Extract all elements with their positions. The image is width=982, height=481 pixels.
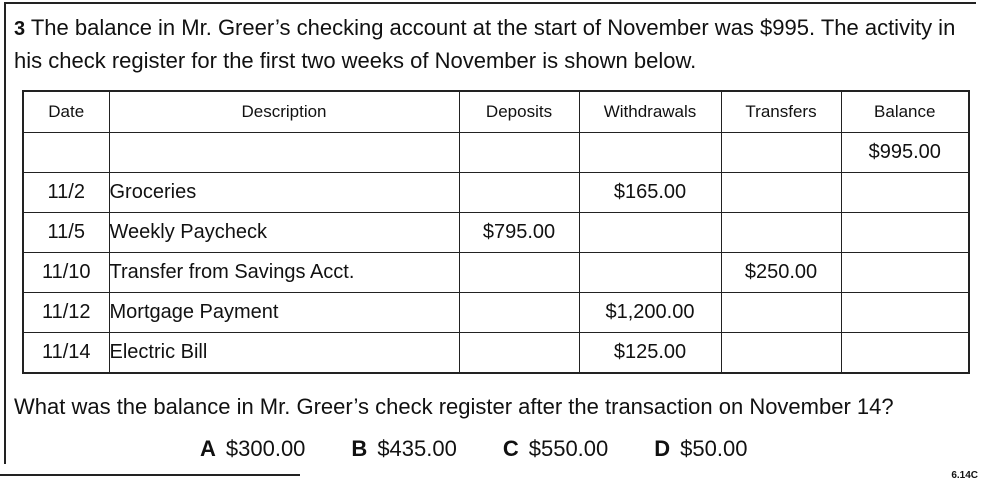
choice-letter: C — [502, 436, 519, 461]
header-deposits: Deposits — [459, 91, 579, 133]
standard-code: 6.14C — [951, 470, 978, 481]
cell-transfers — [721, 173, 841, 213]
cell-withdrawals — [579, 253, 721, 293]
choice-a[interactable] — [200, 436, 305, 462]
cell-withdrawals — [579, 133, 721, 173]
question-text: The balance in Mr. Greer’s checking account at the start of November was $995. The activity in his check register for the first two weeks of November is shown below. — [14, 15, 956, 73]
cell-date: 11/12 — [23, 293, 109, 333]
choice-letter: A — [200, 436, 216, 461]
choice-b[interactable] — [351, 436, 456, 462]
cell-deposits — [459, 133, 579, 173]
cell-withdrawals: $125.00 — [579, 333, 721, 374]
cell-transfers: $250.00 — [721, 253, 841, 293]
table-row — [23, 293, 969, 333]
header-date: Date — [23, 91, 109, 133]
header-balance: Balance — [841, 91, 969, 133]
table-header-row — [23, 91, 969, 133]
cell-withdrawals: $1,200.00 — [579, 293, 721, 333]
answer-choices — [200, 436, 747, 462]
cell-date: 11/5 — [23, 213, 109, 253]
table-row — [23, 253, 969, 293]
cell-withdrawals — [579, 213, 721, 253]
cell-description: Groceries — [109, 173, 459, 213]
table-row — [23, 133, 969, 173]
cell-description: Electric Bill — [109, 333, 459, 374]
table-row — [23, 213, 969, 253]
cell-transfers — [721, 333, 841, 374]
cell-balance — [841, 253, 969, 293]
cell-deposits — [459, 173, 579, 213]
cell-description: Mortgage Payment — [109, 293, 459, 333]
cell-transfers — [721, 293, 841, 333]
cell-description — [109, 133, 459, 173]
cell-deposits — [459, 253, 579, 293]
cell-transfers — [721, 133, 841, 173]
cell-date: 11/2 — [23, 173, 109, 213]
header-transfers: Transfers — [721, 91, 841, 133]
check-register-table — [22, 90, 970, 374]
cell-withdrawals: $165.00 — [579, 173, 721, 213]
question-prompt — [14, 12, 964, 76]
cell-date — [23, 133, 109, 173]
table-row — [23, 333, 969, 374]
header-withdrawals: Withdrawals — [579, 91, 721, 133]
question-number: 3 — [14, 18, 26, 40]
table-row — [23, 173, 969, 213]
cell-balance — [841, 333, 969, 374]
cell-balance — [841, 173, 969, 213]
cell-date: 11/14 — [23, 333, 109, 374]
cell-deposits — [459, 333, 579, 374]
bottom-divider — [0, 474, 300, 476]
choice-letter: B — [351, 436, 368, 461]
cell-transfers — [721, 213, 841, 253]
followup-question: What was the balance in Mr. Greer’s check register after the transaction on November 14? — [14, 394, 894, 419]
choice-c[interactable] — [503, 436, 608, 462]
choice-value: $435.00 — [377, 436, 457, 461]
cell-deposits: $795.00 — [459, 213, 579, 253]
choice-value: $300.00 — [225, 436, 306, 461]
cell-date: 11/10 — [23, 253, 109, 293]
cell-balance: $995.00 — [841, 133, 969, 173]
cell-deposits — [459, 293, 579, 333]
cell-balance — [841, 213, 969, 253]
choice-d[interactable] — [654, 436, 747, 462]
choice-value: $550.00 — [528, 436, 609, 461]
choice-letter: D — [654, 436, 671, 461]
cell-description: Weekly Paycheck — [109, 213, 459, 253]
cell-description: Transfer from Savings Acct. — [109, 253, 459, 293]
header-description: Description — [109, 91, 459, 133]
cell-balance — [841, 293, 969, 333]
choice-value: $50.00 — [680, 436, 748, 461]
